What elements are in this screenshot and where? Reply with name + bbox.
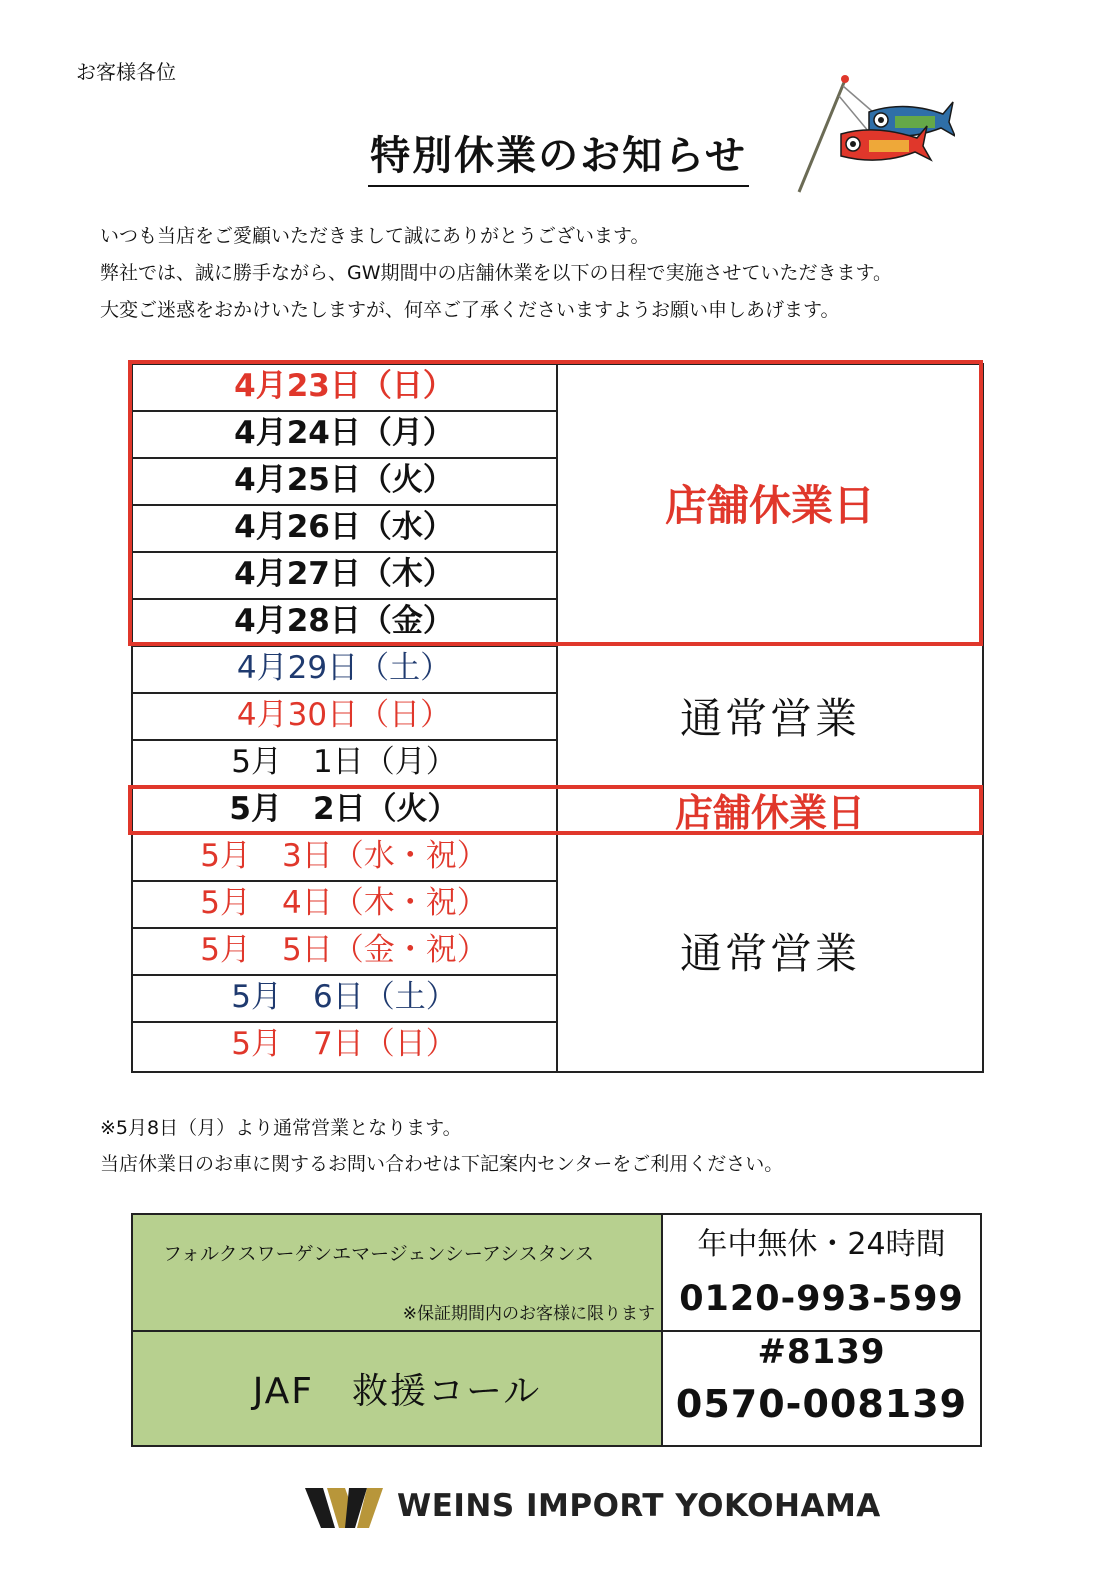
schedule-date-row: 5月 3日（水・祝）	[131, 833, 557, 882]
salutation: お客様各位	[76, 60, 176, 84]
schedule-date-row: 4月29日（土）	[131, 645, 557, 694]
note-line: ※5月8日（月）より通常営業となります。	[100, 1117, 462, 1139]
closed-highlight-box	[128, 785, 983, 835]
vw-assistance-cell	[131, 1213, 663, 1332]
schedule-date-row: 5月 4日（木・祝）	[131, 880, 557, 929]
jaf-short-number[interactable]: #8139	[757, 1332, 886, 1372]
intro-line: 大変ご迷惑をおかけいたしますが、何卒ご了承くださいますようお願い申しあげます。	[100, 299, 840, 321]
schedule-date-row: 4月28日（金）	[131, 598, 557, 647]
schedule-date-row: 5月 6日（土）	[131, 974, 557, 1023]
note-line: 当店休業日のお車に関するお問い合わせは下記案内センターをご利用ください。	[100, 1153, 784, 1175]
contact-table	[131, 1213, 982, 1447]
schedule-date-row: 5月 1日（月）	[131, 739, 557, 788]
vw-assistance-name: フォルクスワーゲンエマージェンシーアシスタンス	[163, 1243, 595, 1265]
weins-logo	[305, 1486, 881, 1530]
status-open-label: 通常営業	[679, 929, 860, 978]
vw-contact-cell	[661, 1213, 982, 1332]
logo-text: WEINS IMPORT YOKOHAMA	[397, 1488, 881, 1524]
vw-phone[interactable]: 0120-993-599	[679, 1279, 964, 1319]
schedule-date-row: 4月26日（水）	[131, 504, 557, 553]
status-closed-label: 店舗休業日	[558, 363, 982, 645]
schedule-date-row: 5月 2日（火）	[131, 786, 557, 835]
jaf-name: JAF 救援コール	[252, 1371, 542, 1412]
schedule-table	[131, 363, 982, 1071]
intro-text	[100, 218, 892, 329]
koinobori-icon	[795, 72, 955, 197]
jaf-cell	[131, 1330, 663, 1447]
intro-line: 弊社では、誠に勝手ながら、GW期間中の店舗休業を以下の日程で実施させていただきます。	[100, 262, 892, 284]
vw-hours: 年中無休・24時間	[697, 1227, 946, 1262]
schedule-date-row: 5月 5日（金・祝）	[131, 927, 557, 976]
schedule-date-row: 4月27日（木）	[131, 551, 557, 600]
schedule-date-row: 4月30日（日）	[131, 692, 557, 741]
status-closed-label: 店舗休業日	[558, 786, 982, 833]
page-title-text: 特別休業のお知らせ	[368, 124, 749, 187]
intro-line: いつも当店をご愛顧いただきまして誠にありがとうございます。	[100, 225, 650, 247]
schedule-date-row: 4月24日（月）	[131, 410, 557, 459]
schedule-date-row: 4月25日（火）	[131, 457, 557, 506]
schedule-date-row: 5月 7日（日）	[231, 1026, 457, 1062]
status-open-label: 通常営業	[679, 693, 860, 743]
jaf-contact-cell	[661, 1330, 982, 1447]
weins-logo-mark-icon	[305, 1486, 385, 1530]
schedule-date-row: 4月23日（日）	[131, 363, 557, 412]
closed-highlight-box	[128, 360, 983, 646]
notes	[100, 1110, 783, 1182]
vw-assistance-note: ※保証期間内のお客様に限ります	[402, 1304, 655, 1324]
jaf-phone[interactable]: 0570-008139	[675, 1382, 968, 1426]
